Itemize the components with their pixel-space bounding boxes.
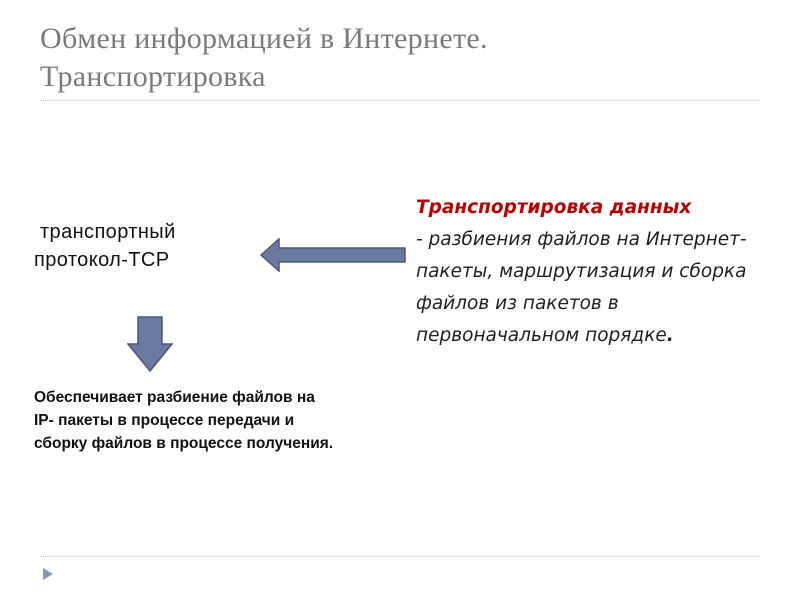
protocol-label-line1: транспортный (40, 221, 176, 243)
tcp-description: Обеспечивает разбиение файлов на IP- пакеты в процессе передачи и сборку файлов в процессе получения. (34, 389, 334, 452)
bottom-divider (40, 556, 760, 557)
arrow-left-icon (260, 238, 406, 272)
transport-heading: Транспортировка данных (416, 197, 692, 218)
slide-title-line1: Обмен информацией в Интернете. (40, 22, 488, 55)
top-divider (40, 100, 760, 101)
triangle-right-icon[interactable] (40, 566, 56, 582)
transport-description (416, 192, 776, 352)
protocol-label-line2: протокол-TCP (34, 249, 170, 271)
transport-body (416, 224, 776, 352)
protocol-label (34, 218, 176, 274)
transport-body-text: - разбиения файлов на Интернет-пакеты, маршрутизация и сборка файлов из пакетов в первоначальном порядке (416, 229, 747, 346)
slide-title-line2: Транспортировка (40, 60, 266, 93)
slide-title (40, 20, 780, 96)
transport-body-end: . (666, 325, 674, 346)
arrow-down-icon (127, 316, 173, 372)
